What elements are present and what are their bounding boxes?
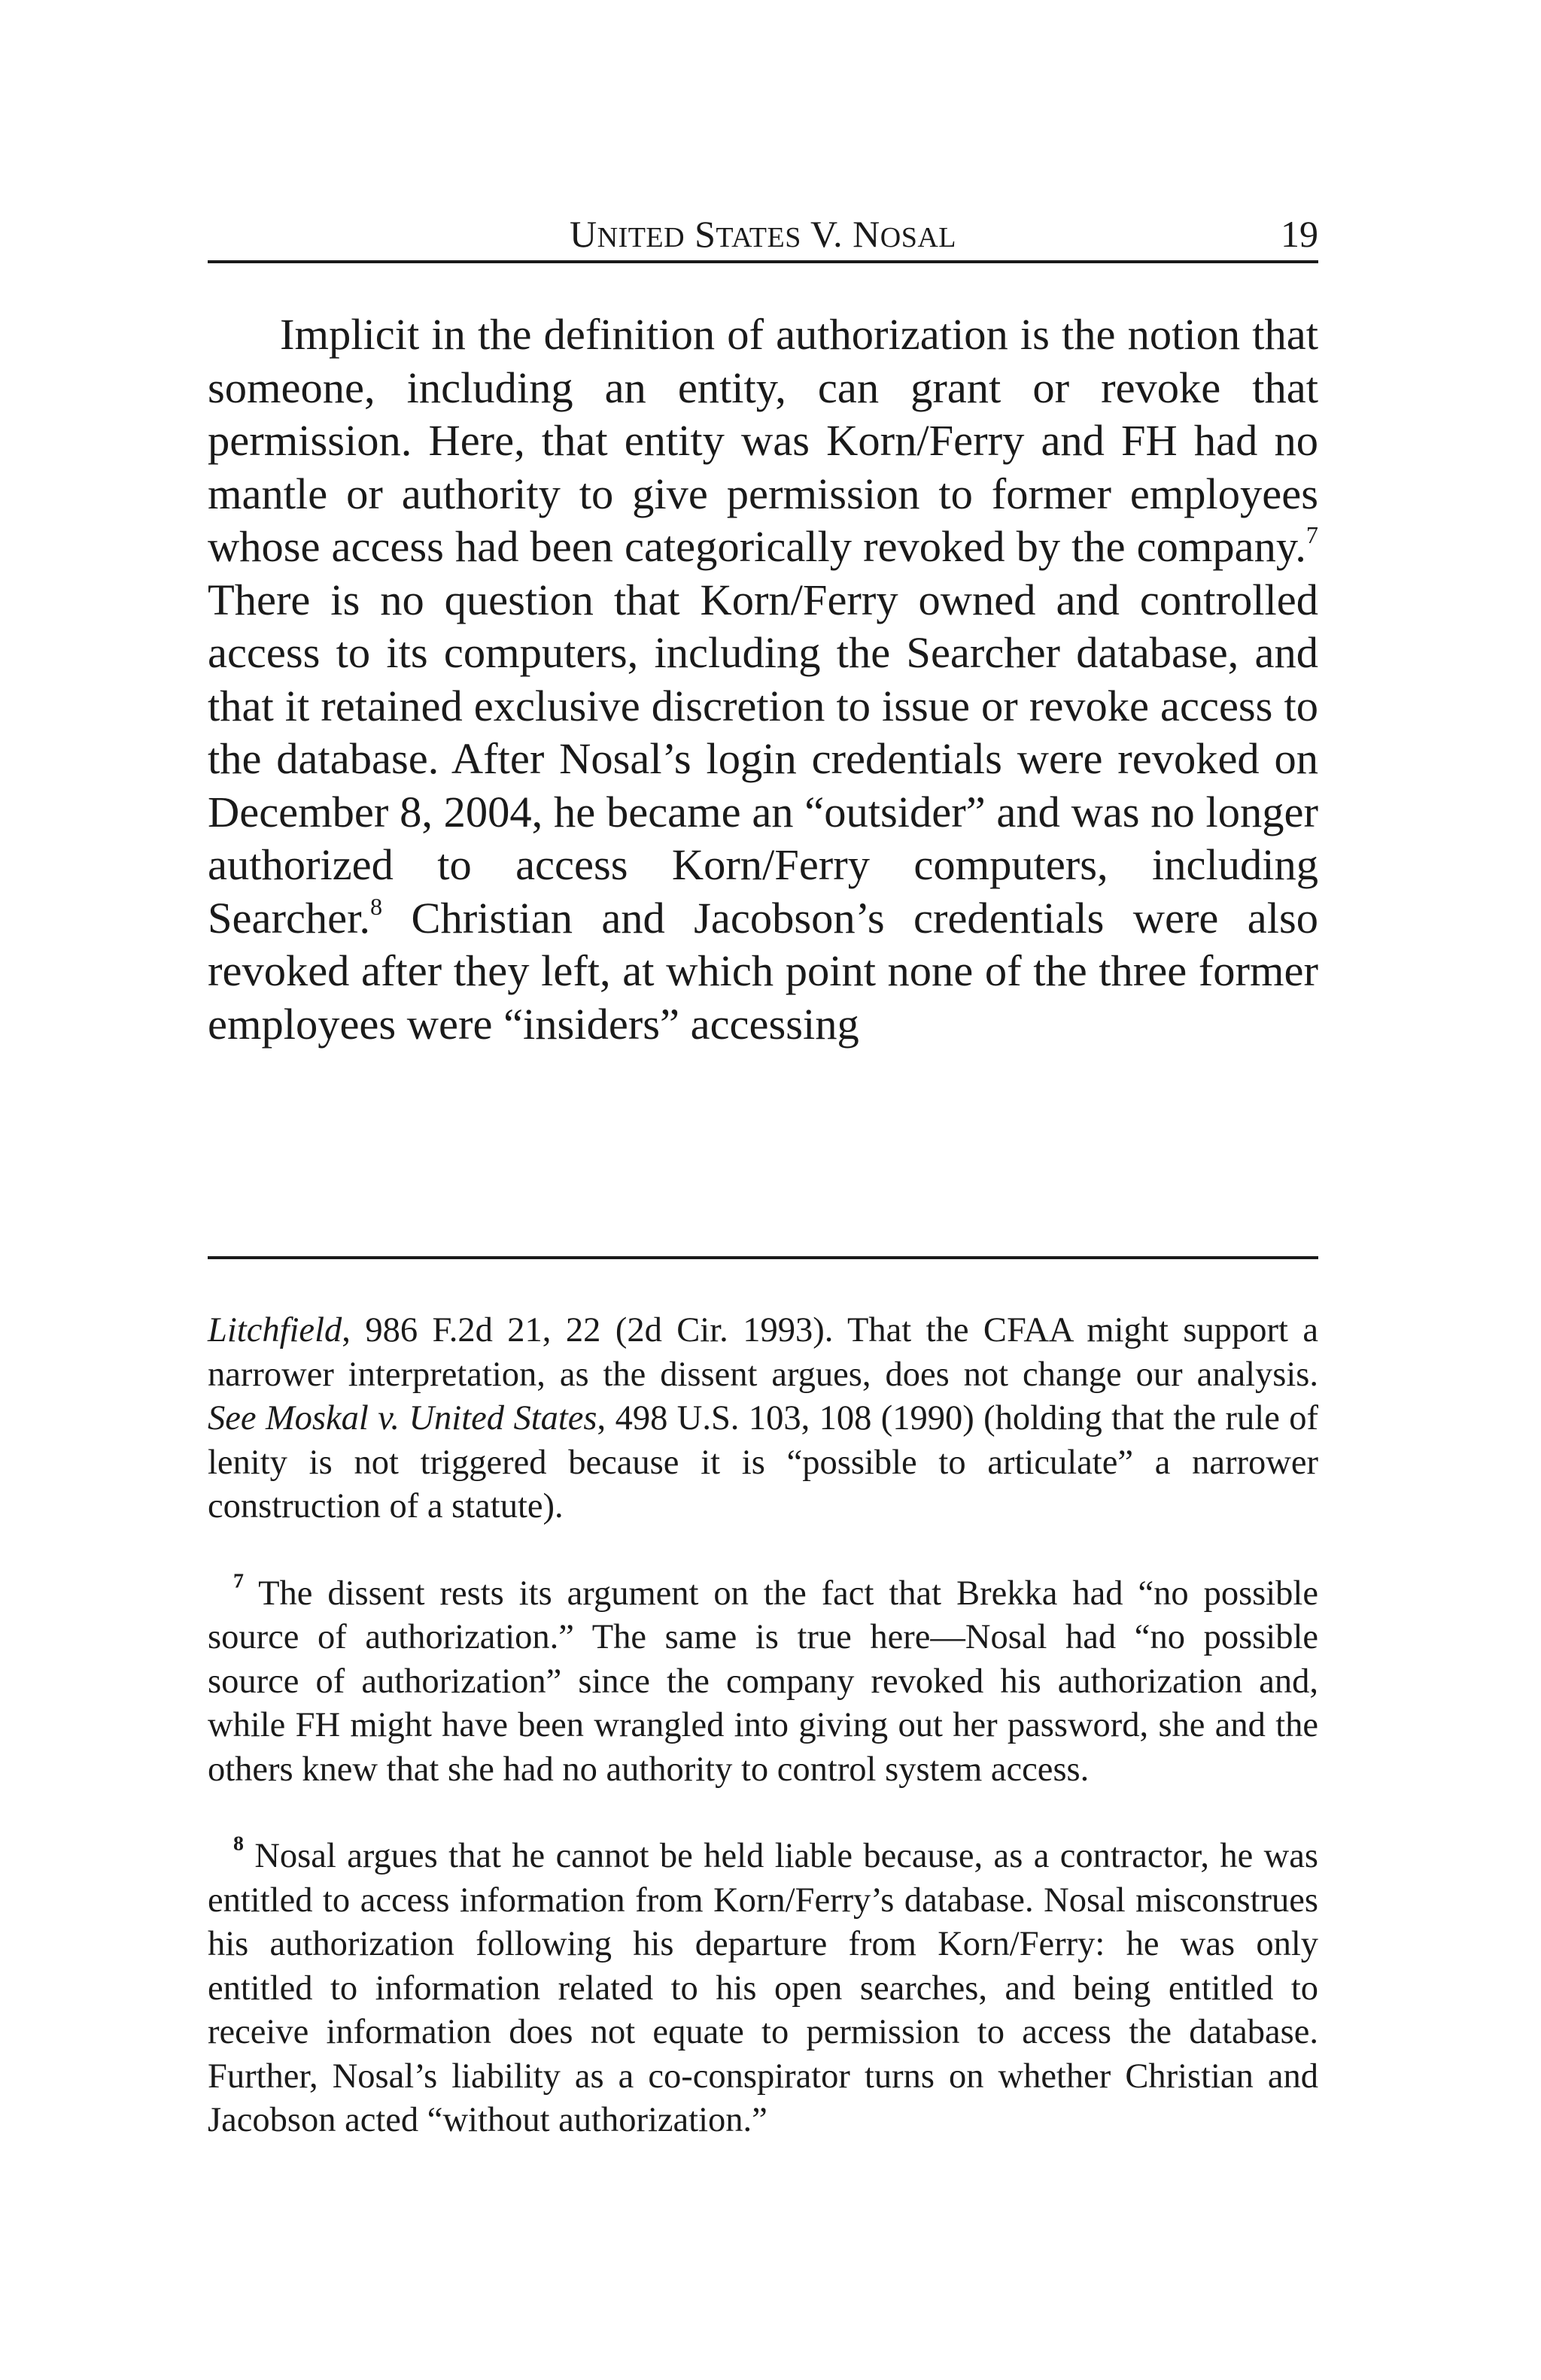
body-paragraph: Implicit in the definition of authorization is the notion that someone, including an entity, can grant or revoke that permission. Here, that entity was Korn/Ferry and FH had no mantle or authority to give permission to former employees whose access had been categorically revoked by the company.$^7$ There is no question that Korn/Ferry owned and controlled access to its computers, including the Searcher database, and that it retained exclusive discretion to issue or revoke access to the database. After Nosal’s login credentials were revoked on December 8, 2004, he became an “outsider” and was no longer authorized to access Korn/Ferry computers, including Searcher.$^8$ Christian and Jacobson’s credentials were also revoked after they left, at which point none of the three former employees were “insiders” accessing	[208, 310, 1318, 1049]
footnote-ref-8[interactable]: 8	[370, 892, 383, 920]
footnote-mark-7: 7	[233, 1569, 244, 1593]
running-head-title: UNITED STATES V. NOSAL	[570, 213, 956, 255]
footnote-ref-7[interactable]: 7	[1305, 521, 1318, 548]
page-number: 19	[1281, 213, 1318, 255]
running-head	[208, 209, 1318, 263]
footnote-mark-8: 8	[233, 1832, 244, 1856]
footnotes-section	[208, 1309, 1318, 2186]
footnote-7: $^7$ The dissent rests its argument on the fact that Brekka had “no possible source of authorization.” The same is true here—Nosal had “no possible source of authorization” since the company revoked his authorization and, while FH might have been wrangled into giving out her password, she and the others knew that she had no authority to control system access.	[208, 1569, 1318, 1789]
footnote-continued: Litchfield, 986 F.2d 21, 22 (2d Cir. 1993). That the CFAA might support a narrower interpretation, as the dissent argues, does not change our analysis. See Moskal v. United States, 498 U.S. 103, 108 (1990) (holding that the rule of lenity is not triggered because it is “possible to articulate” a narrower construction of a statute).	[208, 1311, 1318, 1525]
footnote-divider	[208, 1256, 1318, 1259]
footnote-8: $^8$ Nosal argues that he cannot be held liable because, as a contractor, he was entitled to access information from Korn/Ferry’s database. Nosal misconstrues his authorization following his departure from Korn/Ferry: he was only entitled to information related to his open searches, and being entitled to receive information does not equate to permission to access the database. Further, Nosal’s liability as a co-conspirator turns on whether Christian and Jacobson acted “without authorization.”	[208, 1832, 1318, 2139]
